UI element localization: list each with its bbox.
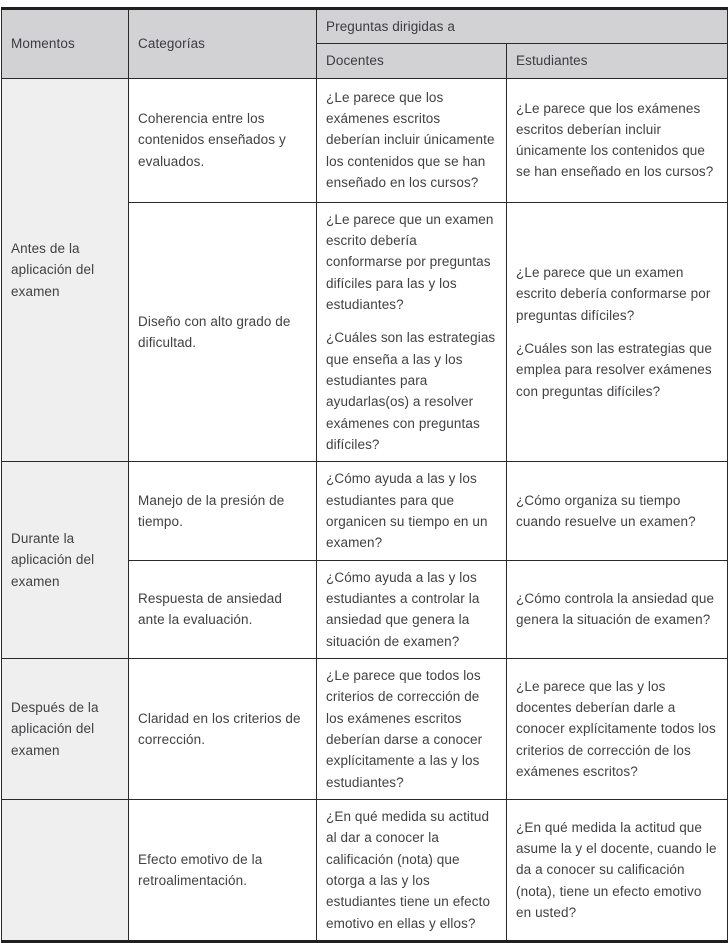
categoria-text: Diseño con alto grado de dificultad. <box>138 313 291 350</box>
categoria-text: Coherencia entre los contenidos enseñados y evaluados. <box>138 111 286 169</box>
cell-categoria <box>129 799 317 941</box>
cell-pregunta-estudiantes <box>507 78 728 202</box>
cell-pregunta-docentes <box>317 799 507 941</box>
cell-categoria <box>129 78 317 202</box>
table-row <box>2 78 728 202</box>
pregunta-text: ¿Le parece que los exámenes escritos deberían incluir únicamente los contenidos que se han enseñado en los cursos? <box>516 100 714 180</box>
header-preguntas-dirigidas: Preguntas dirigidas a <box>317 9 728 44</box>
pregunta-text: ¿Le parece que las y los docentes deberían darle a conocer explícitamente todos los criterios de corrección de los exámenes escritos? <box>516 678 716 779</box>
cell-pregunta-docentes <box>317 78 507 202</box>
pregunta-text: ¿Cómo ayuda a las y los estudiantes para que organicen su tiempo en un examen? <box>326 471 488 551</box>
pregunta-text: ¿Cómo ayuda a las y los estudiantes a controlar la ansiedad que genera la situación de examen? <box>326 569 480 649</box>
cell-momento-antes: Antes de la aplicación del examen <box>2 78 129 462</box>
header-estudiantes: Estudiantes <box>507 44 728 78</box>
table-row <box>2 658 728 799</box>
categoria-text: Claridad en los criterios de corrección. <box>138 710 301 747</box>
table-row <box>2 799 728 941</box>
cell-categoria <box>129 202 317 462</box>
header-categorias: Categorías <box>129 9 317 79</box>
pregunta-text: ¿Cómo organiza su tiempo cuando resuelve un examen? <box>516 492 696 529</box>
pregunta-text: ¿En qué medida la actitud que asume la y el docente, cuando le da a conocer su calificación (nota), tiene un efecto emotivo en usted? <box>516 819 717 920</box>
header-momentos: Momentos <box>2 9 129 79</box>
pregunta-text: ¿Cuáles son las estrategias que emplea para resolver exámenes con preguntas difíciles? <box>516 340 712 399</box>
header-row-top <box>2 9 728 44</box>
pregunta-text: ¿En qué medida su actitud al dar a conocer la calificación (nota) que otorga a las y los estudiantes tiene un efecto emotivo en ellas y ellos? <box>326 808 491 931</box>
cell-momento-despues: Después de la aplicación del examen <box>2 658 129 799</box>
cell-pregunta-estudiantes <box>507 799 728 941</box>
cell-pregunta-estudiantes <box>507 560 728 658</box>
cell-categoria <box>129 658 317 799</box>
categoria-text: Efecto emotivo de la retroalimentación. <box>138 851 263 888</box>
cell-pregunta-docentes <box>317 560 507 658</box>
cell-pregunta-estudiantes <box>507 202 728 462</box>
categoria-text: Manejo de la presión de tiempo. <box>138 492 285 529</box>
cell-pregunta-docentes <box>317 658 507 799</box>
cell-pregunta-docentes <box>317 462 507 560</box>
pregunta-text: ¿Cuáles son las estrategias que enseña a las y los estudiantes para ayudarlas(os) a resolver exámenes con preguntas difíciles? <box>326 330 496 452</box>
categoria-text: Respuesta de ansiedad ante la evaluación. <box>138 590 282 628</box>
header-docentes: Docentes <box>317 44 507 78</box>
cell-categoria <box>129 462 317 560</box>
pregunta-text: ¿Le parece que los exámenes escritos deberían incluir únicamente los contenidos que se han enseñado en los cursos? <box>326 89 495 191</box>
cell-pregunta-estudiantes <box>507 658 728 799</box>
pregunta-text: ¿Cómo controla la ansiedad que genera la situación de examen? <box>516 590 715 628</box>
pregunta-text: ¿Le parece que un examen escrito debería conformarse por preguntas difíciles para las y los estudiantes? <box>326 211 494 312</box>
cell-momento-durante: Durante la aplicación del examen <box>2 462 129 659</box>
pregunta-text: ¿Le parece que todos los criterios de corrección de los exámenes escritos deberían darse a conocer explícitamente a las y los estudiantes? <box>326 667 483 790</box>
cell-pregunta-estudiantes <box>507 462 728 560</box>
table-row <box>2 462 728 560</box>
cell-momento-empty <box>2 799 129 941</box>
pregunta-text: ¿Le parece que un examen escrito debería conformarse por preguntas difíciles? <box>516 264 711 323</box>
cell-categoria <box>129 560 317 658</box>
evaluation-questions-table <box>1 7 728 943</box>
cell-pregunta-docentes <box>317 202 507 462</box>
